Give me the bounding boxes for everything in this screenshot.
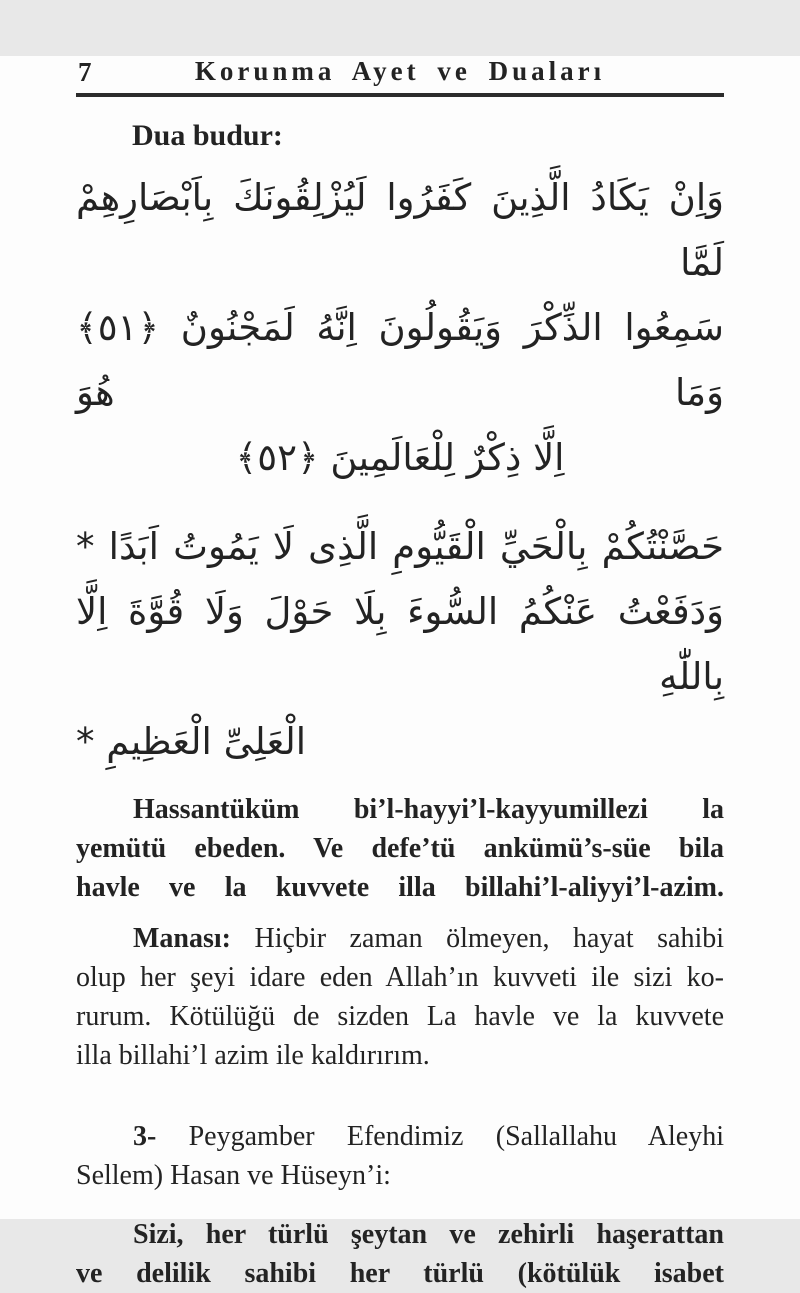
bold-passage-paragraph	[76, 1215, 724, 1293]
meaning-paragraph	[76, 919, 724, 1075]
transliteration-paragraph	[76, 790, 724, 907]
dua-heading: Dua budur:	[132, 119, 283, 152]
page-header	[76, 56, 724, 87]
meaning-line: illa billahi’l azim ile kaldırırım.	[76, 1040, 430, 1071]
item-3-paragraph	[76, 1117, 724, 1195]
page-number: 7	[78, 57, 92, 87]
arabic-dua-line-3: الْعَلِىِّ الْعَظِيمِ *	[76, 720, 307, 763]
page-title: Korunma Ayet ve Duaları	[194, 56, 606, 86]
header-divider	[76, 93, 724, 97]
arabic-verse-line-1: وَاِنْ يَكَادُ الَّذِينَ كَفَرُوا لَيُزْلِقُونَكَ بِاَبْصَارِهِمْ لَمَّا	[76, 176, 724, 284]
arabic-dua-line-1: حَصَّنْتُكُمْ بِالْحَيِّ الْقَيُّومِ الَّذِى لَا يَمُوتُ اَبَدًا *	[76, 525, 724, 568]
page-content	[0, 56, 800, 1293]
transliteration-line: yemütü ebeden. Ve defe’tü ankümü’s-süe bila	[76, 833, 724, 864]
item-number: 3-	[133, 1121, 157, 1152]
arabic-verse-line-3: اِلَّا ذِكْرٌ لِلْعَالَمِينَ ﴿٥٢﴾	[235, 436, 565, 479]
meaning-label: Manası:	[133, 923, 231, 954]
book-page	[0, 56, 800, 1289]
bold-passage-line: ve delilik sahibi her türlü (kötülük isabet	[76, 1258, 724, 1289]
item-3-line: Sellem) Hasan ve Hüseyn’i:	[76, 1160, 391, 1191]
item-3-line	[76, 1117, 724, 1156]
bold-passage-line: Sizi, her türlü şeytan ve zehirli haşerattan	[133, 1219, 724, 1250]
meaning-text: Hiçbir zaman ölmeyen, hayat sahibi	[254, 923, 725, 954]
item-text: Peygamber Efendimiz (Sallallahu Aleyhi	[188, 1121, 724, 1152]
transliteration-line: havle ve la kuvvete illa billahi’l-aliyyi’l-azim.	[76, 872, 724, 903]
meaning-line: rurum. Kötülüğü de sizden La havle ve la kuvvete	[76, 1001, 724, 1032]
arabic-verse-line-2: سَمِعُوا الذِّكْرَ وَيَقُولُونَ اِنَّهُ لَمَجْنُونٌ ﴿٥١﴾ وَمَا هُوَ	[76, 306, 724, 414]
meaning-line	[76, 919, 724, 958]
transliteration-line: Hassantüküm bi’l-hayyi’l-kayyumillezi la	[133, 794, 724, 825]
meaning-line: olup her şeyi idare eden Allah’ın kuvveti ile sizi ko-	[76, 962, 724, 993]
dua-arabic	[76, 514, 724, 774]
quran-verse-arabic	[76, 165, 724, 490]
arabic-dua-line-2: وَدَفَعْتُ عَنْكُمُ السُّوءَ بِلَا حَوْلَ وَلَا قُوَّةَ اِلَّا بِاللّٰهِ	[76, 590, 724, 698]
